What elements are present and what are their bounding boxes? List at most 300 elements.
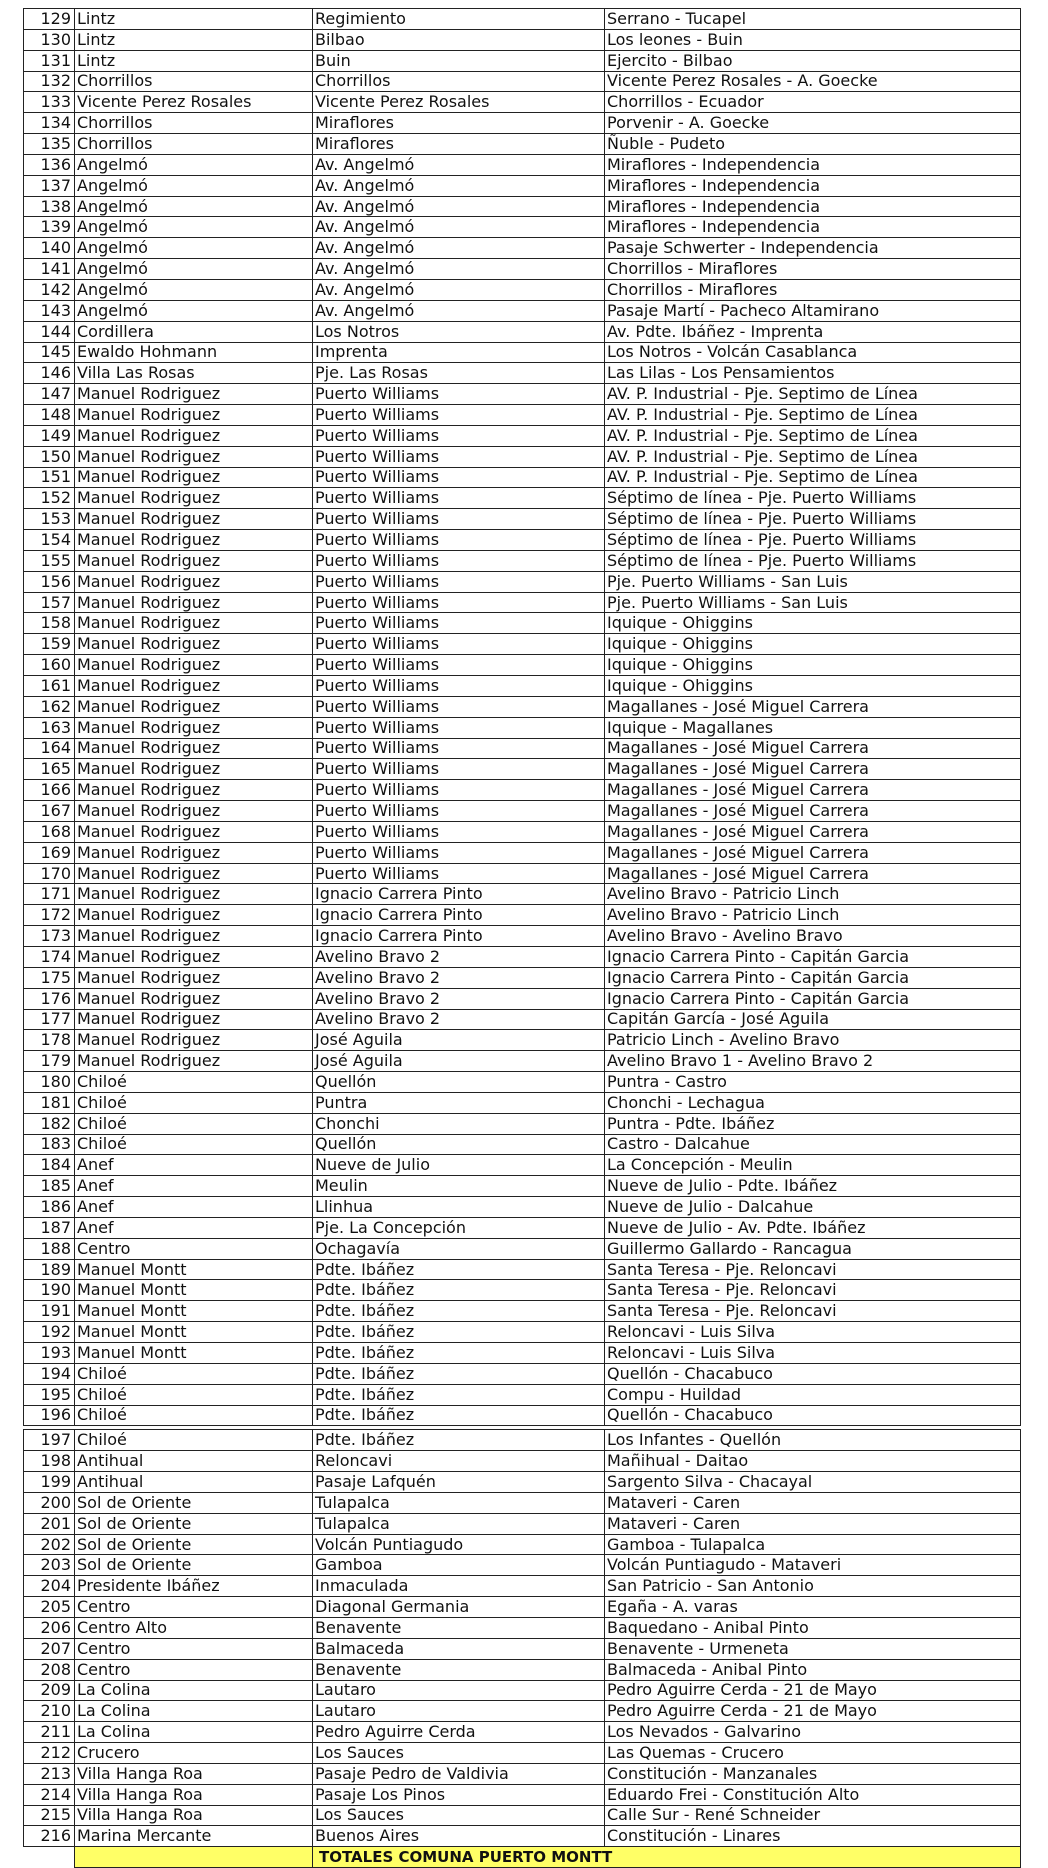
sector-cell: Chorrillos [75,113,313,134]
street-cell: Chonchi [313,1113,605,1134]
row-number: 140 [24,238,75,259]
street-cell: Gamboa [313,1555,605,1576]
row-number: 215 [24,1805,75,1826]
between-streets-cell: Mañihual - Daitao [605,1451,1021,1472]
street-cell: Tulapalca [313,1492,605,1513]
sector-cell: Manuel Rodriguez [75,634,313,655]
street-cell: Pasaje Pedro de Valdivia [313,1763,605,1784]
sector-cell: Chiloé [75,1092,313,1113]
sector-cell: Manuel Rodriguez [75,988,313,1009]
between-streets-cell: Capitán García - José Aguila [605,1009,1021,1030]
table-row [24,1030,1021,1051]
sector-cell: Angelmó [75,175,313,196]
sector-cell: Angelmó [75,279,313,300]
sector-cell: Chiloé [75,1405,313,1426]
sector-cell: Ewaldo Hohmann [75,342,313,363]
sector-cell: Presidente Ibáñez [75,1576,313,1597]
table-row [24,550,1021,571]
street-cell: Ignacio Carrera Pinto [313,884,605,905]
row-number: 143 [24,300,75,321]
sector-cell: Antihual [75,1451,313,1472]
table-row [24,634,1021,655]
row-number: 144 [24,321,75,342]
table-row [24,863,1021,884]
sector-cell: Villa Hanga Roa [75,1784,313,1805]
between-streets-cell: Gamboa - Tulapalca [605,1534,1021,1555]
street-cell: Avelino Bravo 2 [313,988,605,1009]
table-row [24,1134,1021,1155]
street-cell: Pdte. Ibáñez [313,1384,605,1405]
sector-cell: Chorrillos [75,71,313,92]
row-number: 188 [24,1238,75,1259]
table-row [24,113,1021,134]
street-cell: Diagonal Germania [313,1597,605,1618]
table-row [24,1492,1021,1513]
street-cell: Lautaro [313,1680,605,1701]
sector-cell: Manuel Rodriguez [75,884,313,905]
table-row [24,1217,1021,1238]
street-cell: Puerto Williams [313,821,605,842]
table-row [24,259,1021,280]
between-streets-cell: Magallanes - José Miguel Carrera [605,801,1021,822]
sector-cell: Manuel Rodriguez [75,676,313,697]
table-row [24,1051,1021,1072]
sector-cell: Manuel Rodriguez [75,446,313,467]
sector-cell: Manuel Rodriguez [75,717,313,738]
sector-cell: La Colina [75,1680,313,1701]
table-row [24,592,1021,613]
between-streets-cell: Av. Pdte. Ibáñez - Imprenta [605,321,1021,342]
row-number: 142 [24,279,75,300]
between-streets-cell: Chorrillos - Ecuador [605,92,1021,113]
sector-cell: Chiloé [75,1072,313,1093]
sector-cell: Angelmó [75,300,313,321]
row-number: 195 [24,1384,75,1405]
street-cell: Puerto Williams [313,717,605,738]
between-streets-cell: Avelino Bravo 1 - Avelino Bravo 2 [605,1051,1021,1072]
sector-cell: Manuel Rodriguez [75,801,313,822]
row-number: 133 [24,92,75,113]
row-number: 159 [24,634,75,655]
between-streets-cell: Reloncavi - Luis Silva [605,1322,1021,1343]
between-streets-cell: Avelino Bravo - Avelino Bravo [605,926,1021,947]
sector-cell: Manuel Rodriguez [75,780,313,801]
row-number: 167 [24,801,75,822]
street-cell: Miraflores [313,113,605,134]
row-number: 203 [24,1555,75,1576]
street-cell: Pdte. Ibáñez [313,1363,605,1384]
sector-cell: Chiloé [75,1384,313,1405]
row-number: 212 [24,1743,75,1764]
table-row [24,92,1021,113]
table-row [24,613,1021,634]
row-number: 155 [24,550,75,571]
between-streets-cell: Las Lilas - Los Pensamientos [605,363,1021,384]
row-number: 138 [24,196,75,217]
sector-cell: Centro [75,1659,313,1680]
between-streets-cell: Los leones - Buin [605,29,1021,50]
row-number: 198 [24,1451,75,1472]
row-number: 192 [24,1322,75,1343]
table-row [24,1659,1021,1680]
sector-cell: Villa Hanga Roa [75,1763,313,1784]
table-row [24,217,1021,238]
table-row [24,821,1021,842]
row-number: 146 [24,363,75,384]
between-streets-cell: Los Nevados - Galvarino [605,1722,1021,1743]
between-streets-cell: Iquique - Ohiggins [605,676,1021,697]
row-number: 154 [24,530,75,551]
row-number: 204 [24,1576,75,1597]
table-row [24,1280,1021,1301]
street-cell: Pedro Aguirre Cerda [313,1722,605,1743]
table-row [24,1784,1021,1805]
row-number: 206 [24,1617,75,1638]
table-row [24,884,1021,905]
table-row [24,1472,1021,1493]
row-number: 165 [24,759,75,780]
streets-table [23,8,1021,1868]
between-streets-cell: Calle Sur - René Schneider [605,1805,1021,1826]
between-streets-cell: Nueve de Julio - Dalcahue [605,1197,1021,1218]
row-number: 174 [24,946,75,967]
street-cell: Ignacio Carrera Pinto [313,926,605,947]
street-cell: Avelino Bravo 2 [313,967,605,988]
sector-cell: Chiloé [75,1134,313,1155]
row-number: 139 [24,217,75,238]
between-streets-cell: Balmaceda - Anibal Pinto [605,1659,1021,1680]
between-streets-cell: Ignacio Carrera Pinto - Capitán Garcia [605,988,1021,1009]
street-cell: Los Sauces [313,1805,605,1826]
row-number: 168 [24,821,75,842]
row-number: 145 [24,342,75,363]
sector-cell: Centro [75,1238,313,1259]
sector-cell: Manuel Montt [75,1301,313,1322]
sector-cell: Manuel Montt [75,1259,313,1280]
street-cell: Puerto Williams [313,842,605,863]
table-row [24,1072,1021,1093]
between-streets-cell: Mataveri - Caren [605,1492,1021,1513]
between-streets-cell: Eduardo Frei - Constitución Alto [605,1784,1021,1805]
street-cell: Benavente [313,1659,605,1680]
table-row [24,1092,1021,1113]
row-number: 169 [24,842,75,863]
table-row [24,1430,1021,1451]
between-streets-cell: Las Quemas - Crucero [605,1743,1021,1764]
between-streets-cell: Compu - Huildad [605,1384,1021,1405]
sector-cell: Angelmó [75,217,313,238]
sector-cell: Manuel Rodriguez [75,967,313,988]
between-streets-cell: Castro - Dalcahue [605,1134,1021,1155]
sector-cell: Lintz [75,9,313,30]
street-cell: Av. Angelmó [313,238,605,259]
between-streets-cell: La Concepción - Meulin [605,1155,1021,1176]
table-row [24,71,1021,92]
row-number: 209 [24,1680,75,1701]
between-streets-cell: Serrano - Tucapel [605,9,1021,30]
street-cell: Av. Angelmó [313,259,605,280]
street-cell: Puerto Williams [313,801,605,822]
table-row [24,342,1021,363]
sector-cell: Sol de Oriente [75,1513,313,1534]
table-row [24,1238,1021,1259]
table-row [24,946,1021,967]
between-streets-cell: Séptimo de línea - Pje. Puerto Williams [605,550,1021,571]
street-cell: Pdte. Ibáñez [313,1322,605,1343]
between-streets-cell: Miraflores - Independencia [605,154,1021,175]
sector-cell: Manuel Rodriguez [75,821,313,842]
street-cell: Tulapalca [313,1513,605,1534]
street-cell: Llinhua [313,1197,605,1218]
row-number: 177 [24,1009,75,1030]
between-streets-cell: Miraflores - Independencia [605,217,1021,238]
table-row [24,9,1021,30]
table-row [24,676,1021,697]
between-streets-cell: Magallanes - José Miguel Carrera [605,759,1021,780]
table-row [24,1343,1021,1364]
street-cell: Los Notros [313,321,605,342]
table-row [24,530,1021,551]
between-streets-cell: Egaña - A. varas [605,1597,1021,1618]
street-cell: Puerto Williams [313,446,605,467]
row-number: 148 [24,405,75,426]
row-number: 191 [24,1301,75,1322]
sector-cell: Manuel Rodriguez [75,842,313,863]
sector-cell: Manuel Rodriguez [75,613,313,634]
table-row [24,1680,1021,1701]
sector-cell: Centro [75,1597,313,1618]
table-row [24,1722,1021,1743]
row-number: 211 [24,1722,75,1743]
between-streets-cell: Magallanes - José Miguel Carrera [605,696,1021,717]
street-cell: Puerto Williams [313,405,605,426]
row-number: 202 [24,1534,75,1555]
street-cell: Puerto Williams [313,738,605,759]
sector-cell: Manuel Rodriguez [75,759,313,780]
table-row [24,50,1021,71]
table-row [24,967,1021,988]
sector-cell: Centro Alto [75,1617,313,1638]
sector-cell: Lintz [75,50,313,71]
row-number: 153 [24,509,75,530]
sector-cell: La Colina [75,1722,313,1743]
row-number: 147 [24,384,75,405]
between-streets-cell: AV. P. Industrial - Pje. Septimo de Línea [605,467,1021,488]
row-number: 150 [24,446,75,467]
table-row [24,1743,1021,1764]
row-number: 201 [24,1513,75,1534]
between-streets-cell: Quellón - Chacabuco [605,1363,1021,1384]
street-cell: Puerto Williams [313,592,605,613]
table-row [24,154,1021,175]
sector-cell: Manuel Rodriguez [75,488,313,509]
sector-cell: Anef [75,1155,313,1176]
row-number: 152 [24,488,75,509]
sector-cell: Crucero [75,1743,313,1764]
between-streets-cell: Chonchi - Lechagua [605,1092,1021,1113]
table-row [24,1363,1021,1384]
between-streets-cell: Séptimo de línea - Pje. Puerto Williams [605,530,1021,551]
sector-cell: Anef [75,1176,313,1197]
street-cell: Ochagavía [313,1238,605,1259]
table-row [24,29,1021,50]
sector-cell: Manuel Rodriguez [75,926,313,947]
table-row [24,759,1021,780]
row-number: 205 [24,1597,75,1618]
table-row [24,1826,1021,1847]
street-cell: Regimiento [313,9,605,30]
table-row [24,1763,1021,1784]
between-streets-cell: Chorrillos - Miraflores [605,279,1021,300]
street-cell: Buin [313,50,605,71]
row-number: 141 [24,259,75,280]
street-cell: Meulin [313,1176,605,1197]
between-streets-cell: Séptimo de línea - Pje. Puerto Williams [605,488,1021,509]
sector-cell: Sol de Oriente [75,1555,313,1576]
between-streets-cell: Benavente - Urmeneta [605,1638,1021,1659]
table-row [24,1513,1021,1534]
table-row [24,1176,1021,1197]
street-cell: José Aguila [313,1030,605,1051]
between-streets-cell: AV. P. Industrial - Pje. Septimo de Línea [605,405,1021,426]
street-cell: Puerto Williams [313,676,605,697]
table-row [24,363,1021,384]
sector-cell: Anef [75,1197,313,1218]
street-cell: Quellón [313,1134,605,1155]
between-streets-cell: Puntra - Pdte. Ibáñez [605,1113,1021,1134]
between-streets-cell: Pedro Aguirre Cerda - 21 de Mayo [605,1701,1021,1722]
table-row [24,279,1021,300]
table-row [24,1617,1021,1638]
between-streets-cell: Iquique - Ohiggins [605,655,1021,676]
row-number: 185 [24,1176,75,1197]
between-streets-cell: Iquique - Ohiggins [605,613,1021,634]
sector-cell: Manuel Rodriguez [75,696,313,717]
table-row [24,1009,1021,1030]
sector-cell: Chiloé [75,1113,313,1134]
sector-cell: Angelmó [75,238,313,259]
table-row [24,175,1021,196]
street-cell: Puerto Williams [313,655,605,676]
between-streets-cell: Santa Teresa - Pje. Reloncavi [605,1301,1021,1322]
sector-cell: Vicente Perez Rosales [75,92,313,113]
table-row [24,1155,1021,1176]
row-number: 194 [24,1363,75,1384]
street-cell: Av. Angelmó [313,217,605,238]
sector-cell: Villa Las Rosas [75,363,313,384]
street-cell: Puerto Williams [313,780,605,801]
sector-cell: Angelmó [75,259,313,280]
sector-cell: Manuel Rodriguez [75,1030,313,1051]
row-number: 130 [24,29,75,50]
between-streets-cell: Santa Teresa - Pje. Reloncavi [605,1280,1021,1301]
row-number: 164 [24,738,75,759]
between-streets-cell: Pasaje Schwerter - Independencia [605,238,1021,259]
street-cell: Buenos Aires [313,1826,605,1847]
table-row [24,425,1021,446]
table-row [24,842,1021,863]
sector-cell: Chiloé [75,1363,313,1384]
street-cell: Pje. Las Rosas [313,363,605,384]
street-cell: Puerto Williams [313,467,605,488]
sector-cell: Manuel Rodriguez [75,405,313,426]
sector-cell: Cordillera [75,321,313,342]
row-number: 158 [24,613,75,634]
between-streets-cell: Pje. Puerto Williams - San Luis [605,592,1021,613]
table-row [24,1534,1021,1555]
table-row [24,509,1021,530]
sector-cell: Centro [75,1638,313,1659]
row-number: 157 [24,592,75,613]
street-cell: Puerto Williams [313,863,605,884]
sector-cell: Manuel Rodriguez [75,509,313,530]
street-cell: Puntra [313,1092,605,1113]
row-number: 187 [24,1217,75,1238]
table-row [24,1113,1021,1134]
row-number: 135 [24,134,75,155]
street-cell: Pasaje Los Pinos [313,1784,605,1805]
table-row [24,801,1021,822]
row-number: 193 [24,1343,75,1364]
between-streets-cell: Constitución - Manzanales [605,1763,1021,1784]
street-cell: Inmaculada [313,1576,605,1597]
row-number: 162 [24,696,75,717]
row-number: 190 [24,1280,75,1301]
sector-cell: Manuel Rodriguez [75,655,313,676]
table-row [24,1322,1021,1343]
between-streets-cell: Puntra - Castro [605,1072,1021,1093]
between-streets-cell: Mataveri - Caren [605,1513,1021,1534]
table-row [24,780,1021,801]
street-cell: Imprenta [313,342,605,363]
between-streets-cell: AV. P. Industrial - Pje. Septimo de Línea [605,425,1021,446]
street-cell: Puerto Williams [313,550,605,571]
between-streets-cell: Avelino Bravo - Patricio Linch [605,884,1021,905]
between-streets-cell: Vicente Perez Rosales - A. Goecke [605,71,1021,92]
sector-cell: Manuel Rodriguez [75,530,313,551]
street-cell: Puerto Williams [313,759,605,780]
table-row [24,1701,1021,1722]
sector-cell: Manuel Rodriguez [75,946,313,967]
row-number: 189 [24,1259,75,1280]
sector-cell: Manuel Rodriguez [75,1051,313,1072]
sector-cell: Manuel Rodriguez [75,384,313,405]
between-streets-cell: Miraflores - Independencia [605,196,1021,217]
street-cell: Puerto Williams [313,571,605,592]
row-number: 131 [24,50,75,71]
sector-cell: Manuel Rodriguez [75,467,313,488]
table-row [24,738,1021,759]
table-row [24,134,1021,155]
row-number: 160 [24,655,75,676]
table-row [24,1384,1021,1405]
street-cell: Pdte. Ibáñez [313,1259,605,1280]
row-number: 156 [24,571,75,592]
between-streets-cell: Patricio Linch - Avelino Bravo [605,1030,1021,1051]
sector-cell: Manuel Rodriguez [75,592,313,613]
row-number: 136 [24,154,75,175]
sector-cell: Lintz [75,29,313,50]
row-number: 175 [24,967,75,988]
row-number: 163 [24,717,75,738]
row-number: 151 [24,467,75,488]
between-streets-cell: Sargento Silva - Chacayal [605,1472,1021,1493]
table-row [24,1259,1021,1280]
table-row [24,1197,1021,1218]
sector-cell: Manuel Montt [75,1280,313,1301]
row-number: 149 [24,425,75,446]
between-streets-cell: Chorrillos - Miraflores [605,259,1021,280]
